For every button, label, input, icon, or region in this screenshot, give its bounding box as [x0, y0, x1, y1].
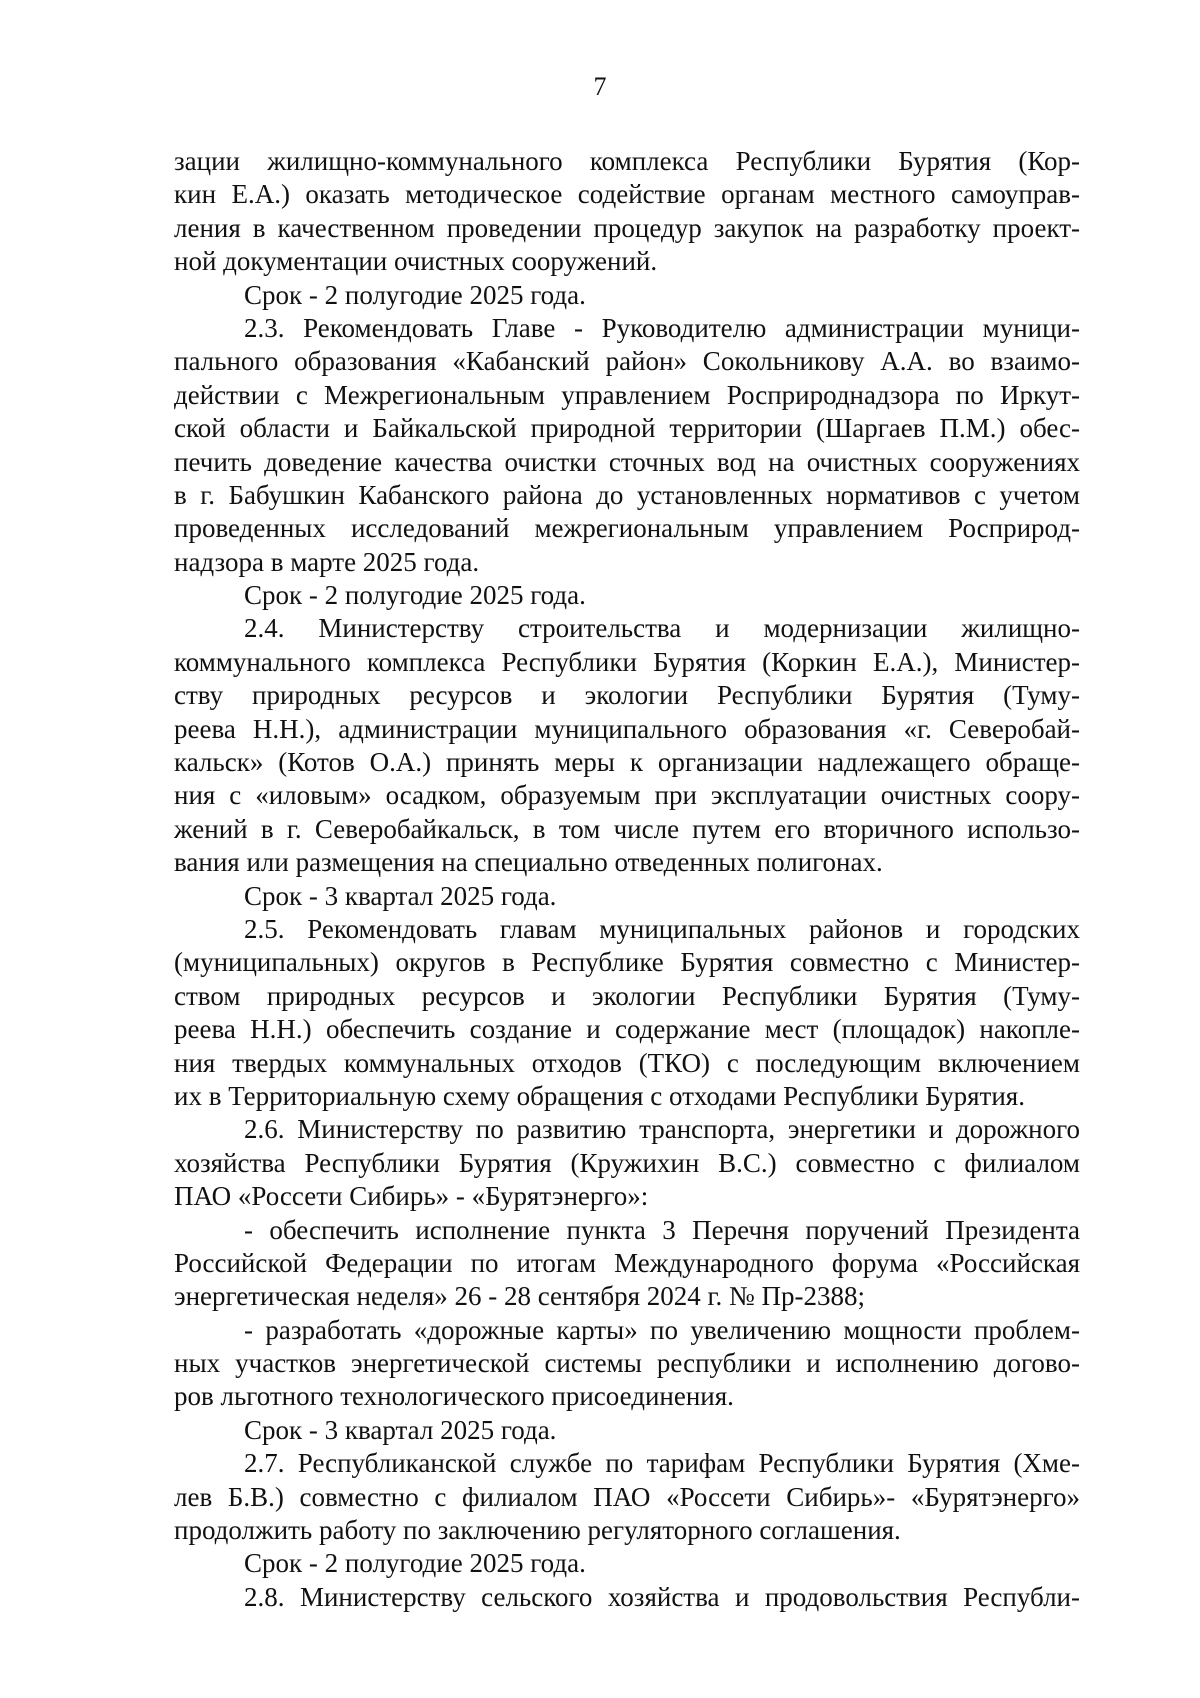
text-line: ПАО «Россети Сибирь» - «Бурятэнерго»: [174, 1181, 649, 1212]
text-line: ния твердых коммунальных отходов (ТКО) с последующим включением [174, 1047, 1080, 1078]
text-line: кин Е.А.) оказать методическое содействие органам местного самоуправ- [174, 179, 1080, 210]
text-line: 2.6. Министерству по развитию транспорта, энергетики и дорожного [244, 1114, 1080, 1145]
text-line: Срок - 3 квартал 2025 года. [244, 880, 557, 911]
text-line: реева Н.Н.) обеспечить создание и содержание мест (площадок) накопле- [174, 1014, 1080, 1045]
text-line: коммунального комплекса Республики Бурятия (Коркин Е.А.), Министер- [174, 646, 1080, 677]
page-number: 7 [593, 72, 607, 101]
text-line: ров льготного технологического присоединения. [174, 1381, 734, 1412]
text-line: 2.7. Республиканской службе по тарифам Республики Бурятия (Хме- [244, 1448, 1080, 1479]
text-line: действии с Межрегиональным управлением Росприроднадзора по Иркут- [174, 379, 1080, 410]
text-line: пального образования «Кабанский район» Сокольникову А.А. во взаимо- [174, 346, 1080, 377]
text-line: ством природных ресурсов и экологии Республики Бурятия (Туму- [174, 980, 1080, 1011]
text-line: ству природных ресурсов и экологии Республики Бурятия (Туму- [174, 680, 1080, 711]
text-line: печить доведение качества очистки сточных вод на очистных сооружениях [174, 446, 1080, 477]
text-line: лев Б.В.) совместно с филиалом ПАО «Россети Сибирь»- «Бурятэнерго» [174, 1481, 1080, 1512]
text-line: Срок - 2 полугодие 2025 года. [244, 279, 586, 310]
text-line: вания или размещения на специально отведенных полигонах. [174, 847, 883, 878]
text-line: Российской Федерации по итогам Международного форума «Российская [174, 1247, 1080, 1278]
text-line: ных участков энергетической системы республики и исполнению догово- [174, 1348, 1080, 1379]
text-line: ления в качественном проведении процедур закупок на разработку проект- [174, 212, 1080, 243]
text-line: 2.5. Рекомендовать главам муниципальных районов и городских [244, 913, 1080, 944]
text-line: - обеспечить исполнение пункта 3 Перечня поручений Президента [244, 1214, 1080, 1245]
text-line: - разработать «дорожные карты» по увеличению мощности проблем- [244, 1314, 1080, 1345]
text-line: (муниципальных) округов в Республике Бурятия совместно с Министер- [174, 947, 1080, 978]
text-line: кальск» (Котов О.А.) принять меры к организации надлежащего обраще- [174, 747, 1080, 778]
text-line: хозяйства Республики Бурятия (Кружихин В.С.) совместно с филиалом [174, 1147, 1080, 1178]
text-line: энергетическая неделя» 26 - 28 сентября 2024 г. № Пр-2388; [174, 1281, 866, 1312]
text-line: проведенных исследований межрегиональным управлением Росприрод- [174, 513, 1080, 544]
text-line: Срок - 2 полугодие 2025 года. [244, 1548, 586, 1579]
text-line: ской области и Байкальской природной территории (Шаргаев П.М.) обес- [174, 413, 1080, 444]
text-line: ной документации очистных сооружений. [174, 246, 658, 277]
text-line: Срок - 2 полугодие 2025 года. [244, 580, 586, 611]
text-line: жений в г. Северобайкальск, в том числе путем его вторичного использо- [174, 813, 1080, 844]
text-line: надзора в марте 2025 года. [174, 546, 480, 577]
text-line: ния с «иловым» осадком, образуемым при эксплуатации очистных соору- [174, 780, 1080, 811]
text-line: 2.4. Министерству строительства и модернизации жилищно- [244, 613, 1080, 644]
text-line: зации жилищно-коммунального комплекса Республики Бурятия (Кор- [174, 146, 1080, 176]
text-line: Срок - 3 квартал 2025 года. [244, 1414, 557, 1445]
text-line: 2.8. Министерству сельского хозяйства и продовольствия Республи- [244, 1581, 1080, 1612]
text-line: их в Территориальную схему обращения с отходами Республики Бурятия. [174, 1080, 1025, 1111]
text-line: продолжить работу по заключению регуляторного соглашения. [174, 1515, 901, 1546]
text-line: реева Н.Н.), администрации муниципального образования «г. Северобай- [174, 713, 1080, 744]
document-body [174, 145, 1080, 1614]
text-line: 2.3. Рекомендовать Главе - Руководителю администрации муници- [244, 312, 1080, 343]
text-line: в г. Бабушкин Кабанского района до установленных нормативов с учетом [174, 479, 1080, 510]
